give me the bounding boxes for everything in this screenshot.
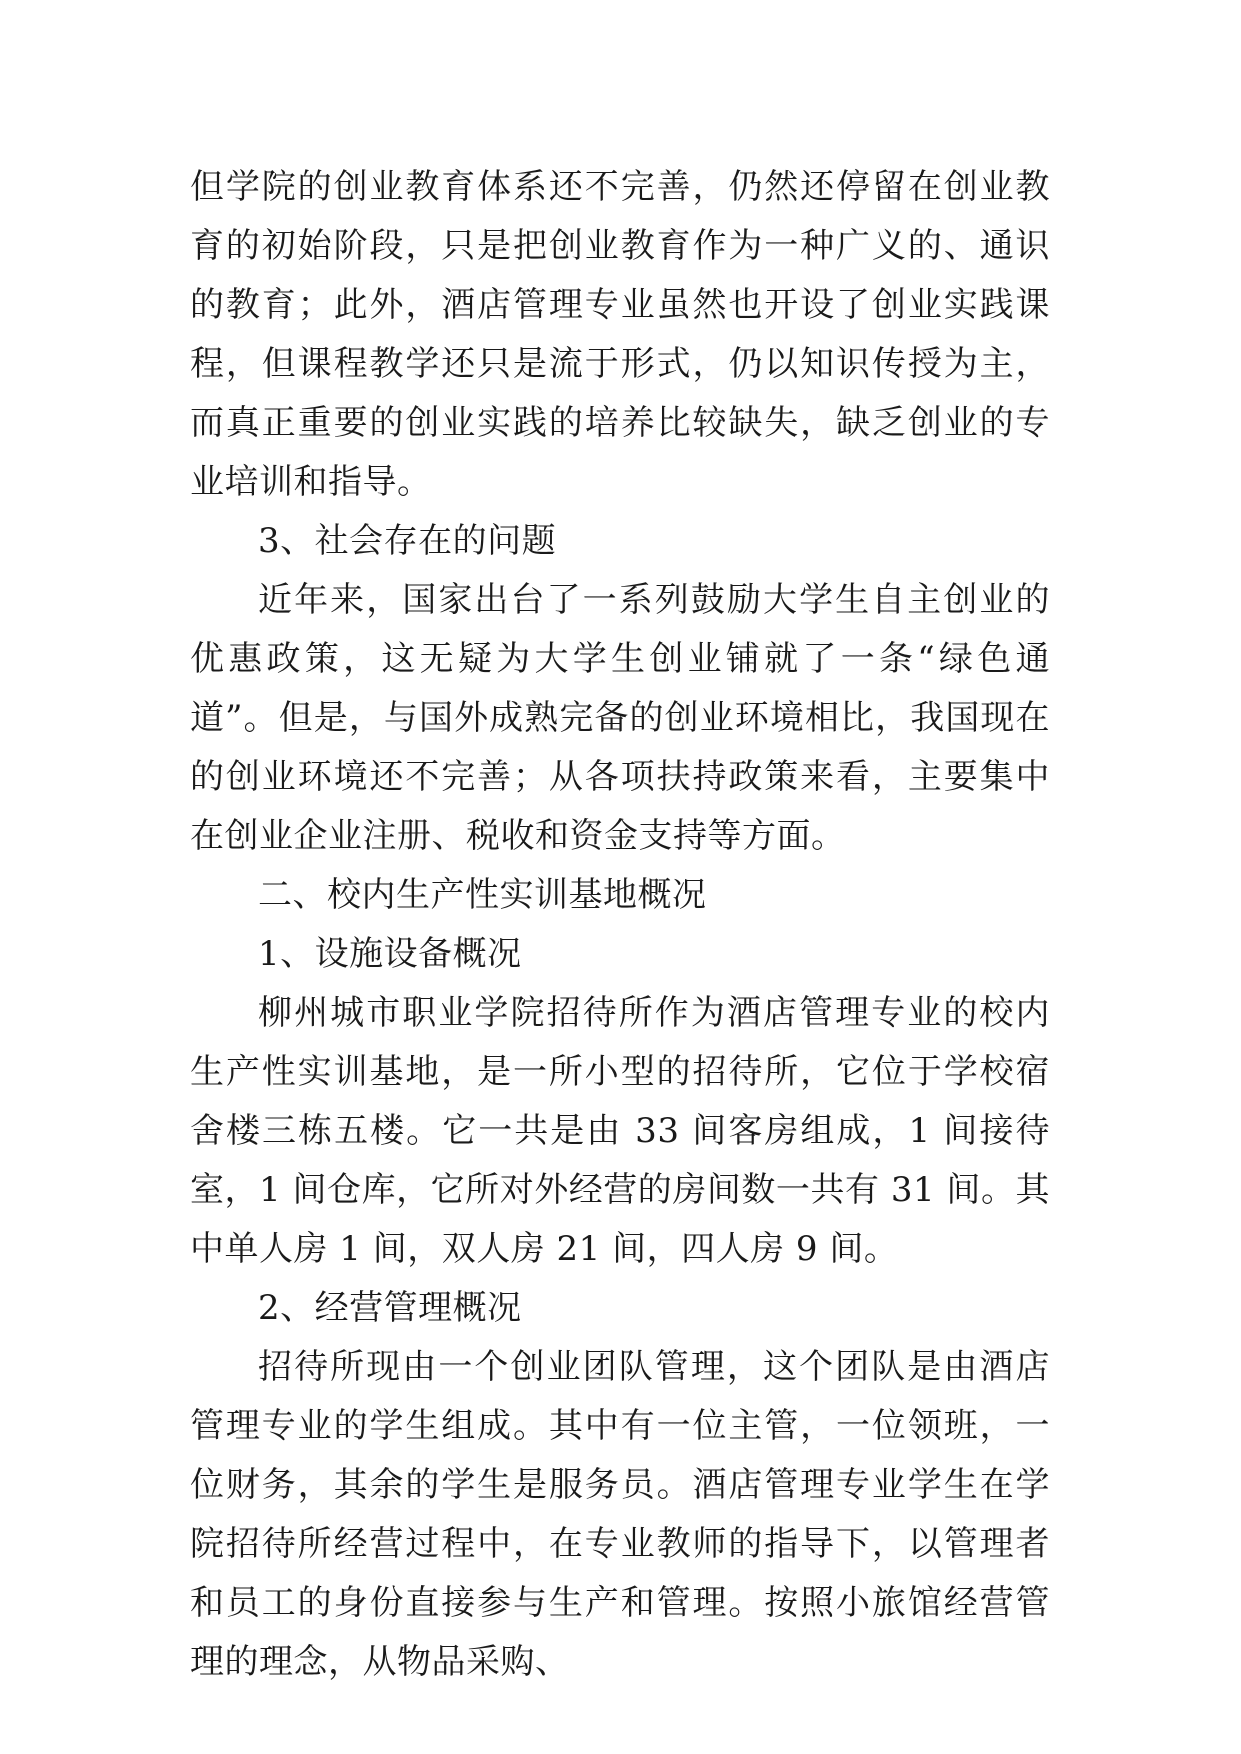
- heading-facilities-overview: 1、设施设备概况: [258, 934, 522, 974]
- paragraph-guesthouse-facilities: 柳州城市职业学院招待所作为酒店管理专业的校内生产性实训基地，是一所小型的招待所，它位于学校宿舍楼三栋五楼。它一共是由 33 间客房组成，1 间接待室，1 间仓库，它所对外经营的房间数一共有 31 间。其中单人房 1 间，双人房 21 间，四人房 9 间。: [190, 993, 1050, 1269]
- heading-operations-management: 2、经营管理概况: [258, 1288, 522, 1328]
- paragraph-student-team-management: 招待所现由一个创业团队管理，这个团队是由酒店管理专业的学生组成。其中有一位主管，一位领班，一位财务，其余的学生是服务员。酒店管理专业学生在学院招待所经营过程中，在专业教师的指导下，以管理者和员工的身份直接参与生产和管理。按照小旅馆经营管理的理念，从物品采购、: [190, 1347, 1050, 1682]
- paragraph-entrepreneurship-education-gap: 但学院的创业教育体系还不完善，仍然还停留在创业教育的初始阶段，只是把创业教育作为一种广义的、通识的教育；此外，酒店管理专业虽然也开设了创业实践课程，但课程教学还只是流于形式，仍以知识传授为主，而真正重要的创业实践的培养比较缺失，缺乏创业的专业培训和指导。: [190, 167, 1050, 502]
- heading-training-base-overview: 二、校内生产性实训基地概况: [258, 875, 707, 915]
- heading-social-problems: 3、社会存在的问题: [258, 521, 557, 561]
- document-body: [190, 158, 1050, 1692]
- paragraph-policy-environment: 近年来，国家出台了一系列鼓励大学生自主创业的优惠政策，这无疑为大学生创业铺就了一条“绿色通道”。但是，与国外成熟完备的创业环境相比，我国现在的创业环境还不完善；从各项扶持政策来看，主要集中在创业企业注册、税收和资金支持等方面。: [190, 580, 1050, 856]
